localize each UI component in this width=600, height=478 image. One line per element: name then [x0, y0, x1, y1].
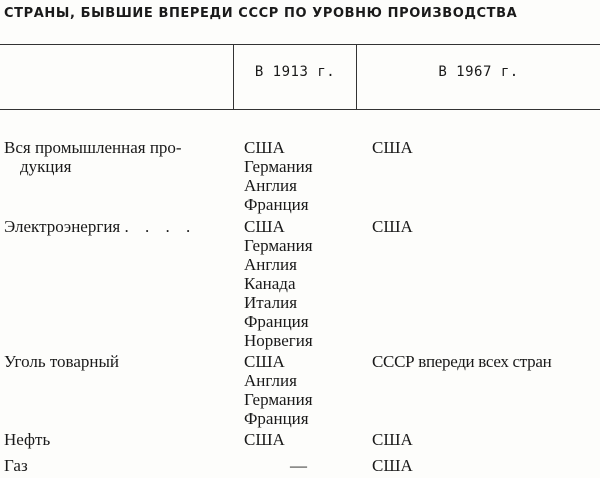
row-label-coal: Уголь товарный [4, 352, 120, 371]
row-electricity-1913: США Германия Англия Канада Италия Франция Норвегия [244, 217, 313, 350]
row-oil-1967: США [372, 430, 413, 449]
row-label-oil: Нефть [4, 430, 51, 449]
row-label-gas: Газ [4, 456, 28, 475]
header-top-rule [0, 44, 600, 45]
row-oil-1913: США [244, 430, 285, 449]
row-electricity-1967: США [372, 217, 413, 236]
header-bottom-rule [0, 109, 600, 110]
row-coal-1967: СССР впереди всех стран [372, 352, 552, 371]
row-gas-1967: США [372, 456, 413, 475]
row-industry-1913: США Германия Англия Франция [244, 138, 313, 214]
table-title: СТРАНЫ, БЫВШИЕ ВПЕРЕДИ СССР ПО УРОВНЮ ПРОИЗВОДСТВА [4, 6, 518, 21]
row-label-industry: Вся промышленная про- дукция [4, 138, 182, 176]
column-header-1913: В 1913 г. [254, 64, 336, 80]
row-industry-1967: США [372, 138, 413, 157]
row-label-electricity: Электроэнергия . . . . [4, 217, 197, 236]
column-header-1967: В 1967 г. [438, 64, 519, 80]
row-gas-1913-dash: — [290, 456, 307, 475]
row-coal-1913: США Англия Германия Франция [244, 352, 313, 428]
